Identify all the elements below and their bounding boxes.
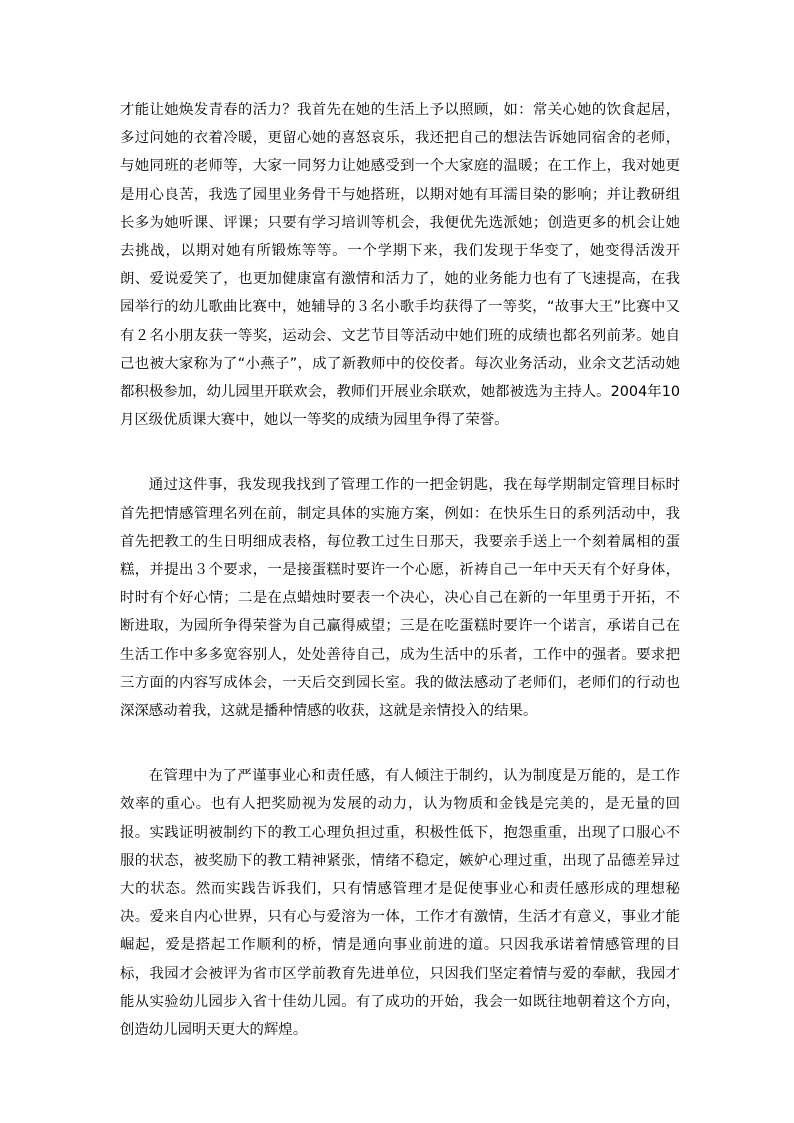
document-page [120,96,680,1044]
paragraph-golden-key: 通过这件事，我发现我找到了管理工作的一把金钥匙，我在每学期制定管理目标时首先把情感管理名列在前，制定具体的实施方案，例如：在快乐生日的系列活动中，我首先把教工的生日明细成表格，每位教工过生日那天，我要亲手送上一个刻着属相的蛋糕，并提出３个要求，一是接蛋糕时要许一个心愿，祈祷自己一年中天天有个好身体，时时有个好心情；二是在点蜡烛时要表一个决心，决心自己在新的一年里勇于开拓，不断进取，为园所争得荣誉为自己赢得威望；三是在吃蛋糕时要许一个诺言，承诺自己在生活工作中多多宽容别人，处处善待自己，成为生活中的乐者，工作中的强者。要求把三方面的内容写成体会，一天后交到园长室。我的做法感动了老师们，老师们的行动也深深感动着我，这就是播种情感的收获，这就是亲情投入的结果。 [120,477,680,720]
paragraph-continuation: 才能让她焕发青春的活力？我首先在她的生活上予以照顾，如：常关心她的饮食起居，多过问她的衣着冷暖，更留心她的喜怒哀乐，我还把自己的想法告诉她同宿舍的老师，与她同班的老师等，大家一同努力让她感受到一个大家庭的温暖；在工作上，我对她更是用心良苦，我选了园里业务骨干与她搭班，以期对她有耳濡目染的影响；并让教研组长多为她听课、评课；只要有学习培训等机会，我便优先选派她；创造更多的机会让她去挑战，以期对她有所锻炼等等。一个学期下来，我们发现于华变了，她变得活泼开朗、爱说爱笑了，也更加健康富有激情和活力了，她的业务能力也有了飞速提高，在我园举行的幼儿歌曲比赛中，她辅导的３名小歌手均获得了一等奖，“故事大王”比赛中又有２名小朋友获一等奖，运动会、文艺节目等活动中她们班的成绩也都名列前茅。她自己也被大家称为了“小燕子”，成了新教师中的佼佼者。每次业务活动，业余文艺活动她都积极参加，幼儿园里开联欢会，教师们开展业余联欢，她都被选为主持人。2004年10月区级优质课大赛中，她以一等奖的成绩为园里争得了荣誉。 [120,102,680,429]
paragraph-emotional-management: 在管理中为了严谨事业心和责任感，有人倾注于制约，认为制度是万能的，是工作效率的重心。也有人把奖励视为发展的动力，认为物质和金钱是完美的，是无量的回报。实践证明被制约下的教工心理负担过重，积极性低下，抱怨重重，出现了口服心不服的状态，被奖励下的教工精神紧张，情绪不稳定，嫉妒心理过重，出现了品德差异过大的状态。然而实践告诉我们，只有情感管理才是促使事业心和责任感形成的理想秘决。爱来自内心世界，只有心与爱溶为一体，工作才有激情，生活才有意义，事业才能崛起，爱是搭起工作顺利的桥，情是通向事业前进的道。只因我承诺着情感管理的目标，我园才会被评为省市区学前教育先进单位，只因我们坚定着情与爱的奉献，我园才能从实验幼儿园步入省十佳幼儿园。有了成功的开始，我会一如既往地朝着这个方向，创造幼儿园明天更大的辉煌。 [120,768,680,1039]
